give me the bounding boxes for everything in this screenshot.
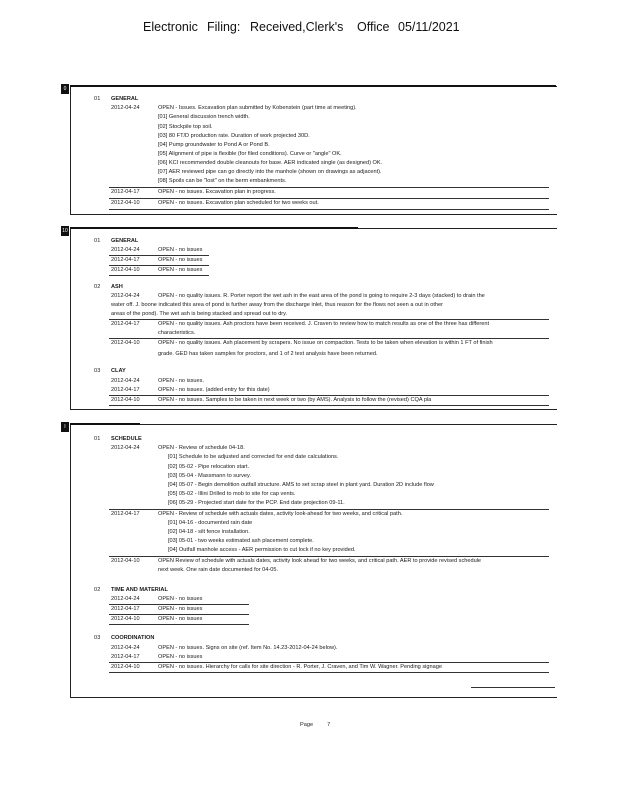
entry-text: OPEN - no issues. Hierarchy for calls for site direction - R. Porter, J. Craven, and Tim W. Wagner. Pending signage bbox=[158, 664, 442, 670]
entry-date: 2012-04-10 bbox=[111, 664, 140, 670]
section-marker: 10 bbox=[62, 228, 68, 234]
entry-date: 2012-04-10 bbox=[111, 558, 140, 564]
filing-header bbox=[0, 20, 618, 38]
entry-text: OPEN - no issues. Excavation plan in progress. bbox=[158, 189, 276, 195]
entry-text: OPEN Review of schedule with actuals dates, activity look ahead for two weeks, and critical path. AER to provide revised schedule bbox=[158, 558, 482, 564]
entry-text: OPEN - no issues bbox=[158, 257, 203, 263]
entry-text: [07] AER reviewed pipe can go directly into the manhole (shown on drawings as adjacent). bbox=[158, 169, 382, 175]
entry-text: [03] 05-04 - Massmann to survey. bbox=[168, 473, 251, 479]
entry-date: 2012-04-10 bbox=[111, 616, 140, 622]
entry-text: OPEN - no issues. Signs on site (ref. Item No. 14.23-2012-04-24 below). bbox=[158, 645, 338, 651]
entry-date: 2012-04-17 bbox=[111, 321, 140, 327]
row-divider bbox=[109, 187, 549, 188]
section-general-excavation bbox=[63, 86, 557, 215]
item-code: 01 bbox=[94, 96, 101, 102]
header-filing: Filing: bbox=[207, 20, 241, 34]
entry-date: 2012-04-10 bbox=[111, 200, 140, 206]
entry-text: [02] Stockpile top soil. bbox=[158, 124, 213, 130]
section-schedule-coordination bbox=[64, 424, 557, 698]
entry-text: [04] 05-07 - Begin demolition outfall structure. AMS to set scrap steel in plant yard. Duration 2D include flow bbox=[168, 482, 434, 488]
header-electronic: Electronic bbox=[143, 20, 198, 34]
item-code: 03 bbox=[94, 635, 101, 641]
section-top-rule bbox=[70, 423, 140, 425]
entry-text: OPEN - no issues. bbox=[158, 378, 205, 384]
entry-text: OPEN - no issues bbox=[158, 596, 203, 602]
entry-date: 2012-04-24 bbox=[111, 445, 140, 451]
row-divider bbox=[109, 662, 549, 663]
entry-text: OPEN - no issues bbox=[158, 267, 203, 273]
entry-text: grade. GED has taken samples for proctors, and 1 of 2 test analysis have been returned. bbox=[158, 351, 378, 357]
row-divider bbox=[109, 556, 549, 557]
entry-text: OPEN - no issues bbox=[158, 247, 203, 253]
item-code: 03 bbox=[94, 368, 101, 374]
row-divider bbox=[109, 624, 249, 625]
row-divider bbox=[109, 614, 249, 615]
entry-text: [01] 04-16 - documented rain date bbox=[168, 520, 253, 526]
row-divider bbox=[109, 405, 549, 406]
page-label: Page bbox=[300, 722, 314, 728]
row-divider bbox=[109, 672, 549, 673]
entry-date: 2012-04-17 bbox=[111, 511, 140, 517]
row-divider bbox=[109, 265, 209, 266]
entry-text: water off. J. boone indicated this area of pond is further away from the discharge inlet, thus reason for the flows not seen a out in other bbox=[111, 302, 443, 308]
entry-text: OPEN - no quality issues. Ash placement by scrapers. No issue on compaction. Tests to be taken when elevation is within 1 FT of finish bbox=[158, 340, 493, 346]
row-divider bbox=[109, 395, 549, 396]
entry-date: 2012-04-10 bbox=[111, 340, 140, 346]
entry-text: OPEN - no issues bbox=[158, 606, 203, 612]
entry-text: [02] 04-18 - silt fence installation. bbox=[168, 529, 250, 535]
item-code: 02 bbox=[94, 284, 101, 290]
entry-date: 2012-04-17 bbox=[111, 189, 140, 195]
entry-text: OPEN - no issues. (added entry for this date) bbox=[158, 387, 270, 393]
row-divider bbox=[471, 687, 555, 688]
section-general-ash-clay bbox=[62, 228, 557, 410]
entry-text: [04] Pump groundwater to Pond A or Pond B. bbox=[158, 142, 270, 148]
entry-text: [08] Spoils can be "lost" on the berm embankments. bbox=[158, 178, 287, 184]
entry-text: [06] KCI recommended double cleanouts for base. AER indicated single (as designed) OK. bbox=[158, 160, 383, 166]
page-footer bbox=[300, 722, 330, 728]
entry-date: 2012-04-17 bbox=[111, 257, 140, 263]
entry-date: 2012-04-24 bbox=[111, 645, 140, 651]
section-top-rule bbox=[70, 85, 556, 87]
entry-text: [06] 05-29 - Projected start date for the PCP. End date projection 09-11. bbox=[168, 500, 345, 506]
item-title: GENERAL bbox=[111, 96, 139, 102]
entry-text: [02] 05-02 - Pipe relocation start. bbox=[168, 464, 250, 470]
entry-date: 2012-04-24 bbox=[111, 596, 140, 602]
entry-text: characteristics. bbox=[158, 330, 196, 336]
row-divider bbox=[109, 275, 209, 276]
row-divider bbox=[109, 209, 549, 210]
item-code: 02 bbox=[94, 587, 101, 593]
entry-text: [01] Schedule to be adjusted and corrected for end date calculations. bbox=[168, 454, 339, 460]
entry-text: OPEN - no quality issues. Ash proctors have been received. J. Craven to review how to match results as one of the three has different bbox=[158, 321, 490, 327]
entry-date: 2012-04-10 bbox=[111, 267, 140, 273]
entry-text: [03] 80 FT/D production rate. Duration of work projected 30D. bbox=[158, 133, 310, 139]
entry-date: 2012-04-17 bbox=[111, 654, 140, 660]
entry-date: 2012-04-17 bbox=[111, 606, 140, 612]
entry-text: areas of the pond). The wet ash is being stacked and spread out to dry. bbox=[111, 311, 288, 317]
item-title: CLAY bbox=[111, 368, 126, 374]
entry-text: [01] General discussion trench width. bbox=[158, 114, 250, 120]
entry-text: [04] Outfall manhole access - AER permission to cut lock if no key provided. bbox=[168, 547, 356, 553]
entry-text: OPEN - no issues bbox=[158, 654, 203, 660]
item-title: SCHEDULE bbox=[111, 436, 142, 442]
item-title: GENERAL bbox=[111, 238, 139, 244]
row-divider bbox=[109, 509, 549, 510]
item-code: 01 bbox=[94, 238, 101, 244]
entry-text: [03] 05-01 - two weeks estimated ash placement complete. bbox=[168, 538, 314, 544]
row-divider bbox=[109, 198, 549, 199]
item-code: 01 bbox=[94, 436, 101, 442]
entry-text: OPEN - Review of schedule 04-18. bbox=[158, 445, 245, 451]
entry-text: OPEN - Review of schedule with actuals dates, activity look-ahead for two weeks, and critical path. bbox=[158, 511, 403, 517]
item-title: TIME AND MATERIAL bbox=[111, 587, 168, 593]
row-divider bbox=[109, 255, 209, 256]
entry-date: 2012-04-24 bbox=[111, 293, 140, 299]
page-number: 7 bbox=[327, 722, 331, 728]
row-divider bbox=[109, 604, 249, 605]
entry-text: [05] Alignment of pipe is flexible (for filed conditions). Curve or "angle" OK. bbox=[158, 151, 342, 157]
header-office: Office bbox=[357, 20, 390, 34]
entry-text: OPEN - no issues. Samples to be taken in next week or two (by AMS). Analysis to follow the (revised) CQA pla bbox=[158, 397, 432, 403]
item-title: ASH bbox=[111, 284, 123, 290]
entry-text: [05] 05-02 - Illini Drilled to mob to site for cap vents. bbox=[168, 491, 296, 497]
entry-date: 2012-04-17 bbox=[111, 387, 140, 393]
entry-text: OPEN - Issues. Excavation plan submitted by Kobenstein (part time at meeting). bbox=[158, 105, 357, 111]
section-marker: I bbox=[61, 422, 69, 432]
item-title: COORDINATION bbox=[111, 635, 155, 641]
section-marker: 0 bbox=[61, 84, 69, 94]
entry-date: 2012-04-24 bbox=[111, 247, 140, 253]
row-divider bbox=[109, 338, 549, 339]
entry-text: OPEN - no issues. Excavation plan scheduled for two weeks out. bbox=[158, 200, 319, 206]
entry-date: 2012-04-24 bbox=[111, 378, 140, 384]
section-top-rule bbox=[70, 227, 358, 229]
entry-text: next week. One rain date documented for 04-05. bbox=[158, 567, 279, 573]
entry-date: 2012-04-24 bbox=[111, 105, 140, 111]
entry-text: OPEN - no quality issues. R. Porter report the wet ash in the east area of the pond is going to require 2-3 days (stacked) to drain the bbox=[158, 293, 485, 299]
header-date: 05/11/2021 bbox=[398, 20, 460, 34]
entry-text: OPEN - no issues bbox=[158, 616, 203, 622]
header-received-clerks: Received,Clerk's bbox=[250, 20, 344, 34]
row-divider bbox=[109, 319, 549, 320]
entry-date: 2012-04-10 bbox=[111, 397, 140, 403]
